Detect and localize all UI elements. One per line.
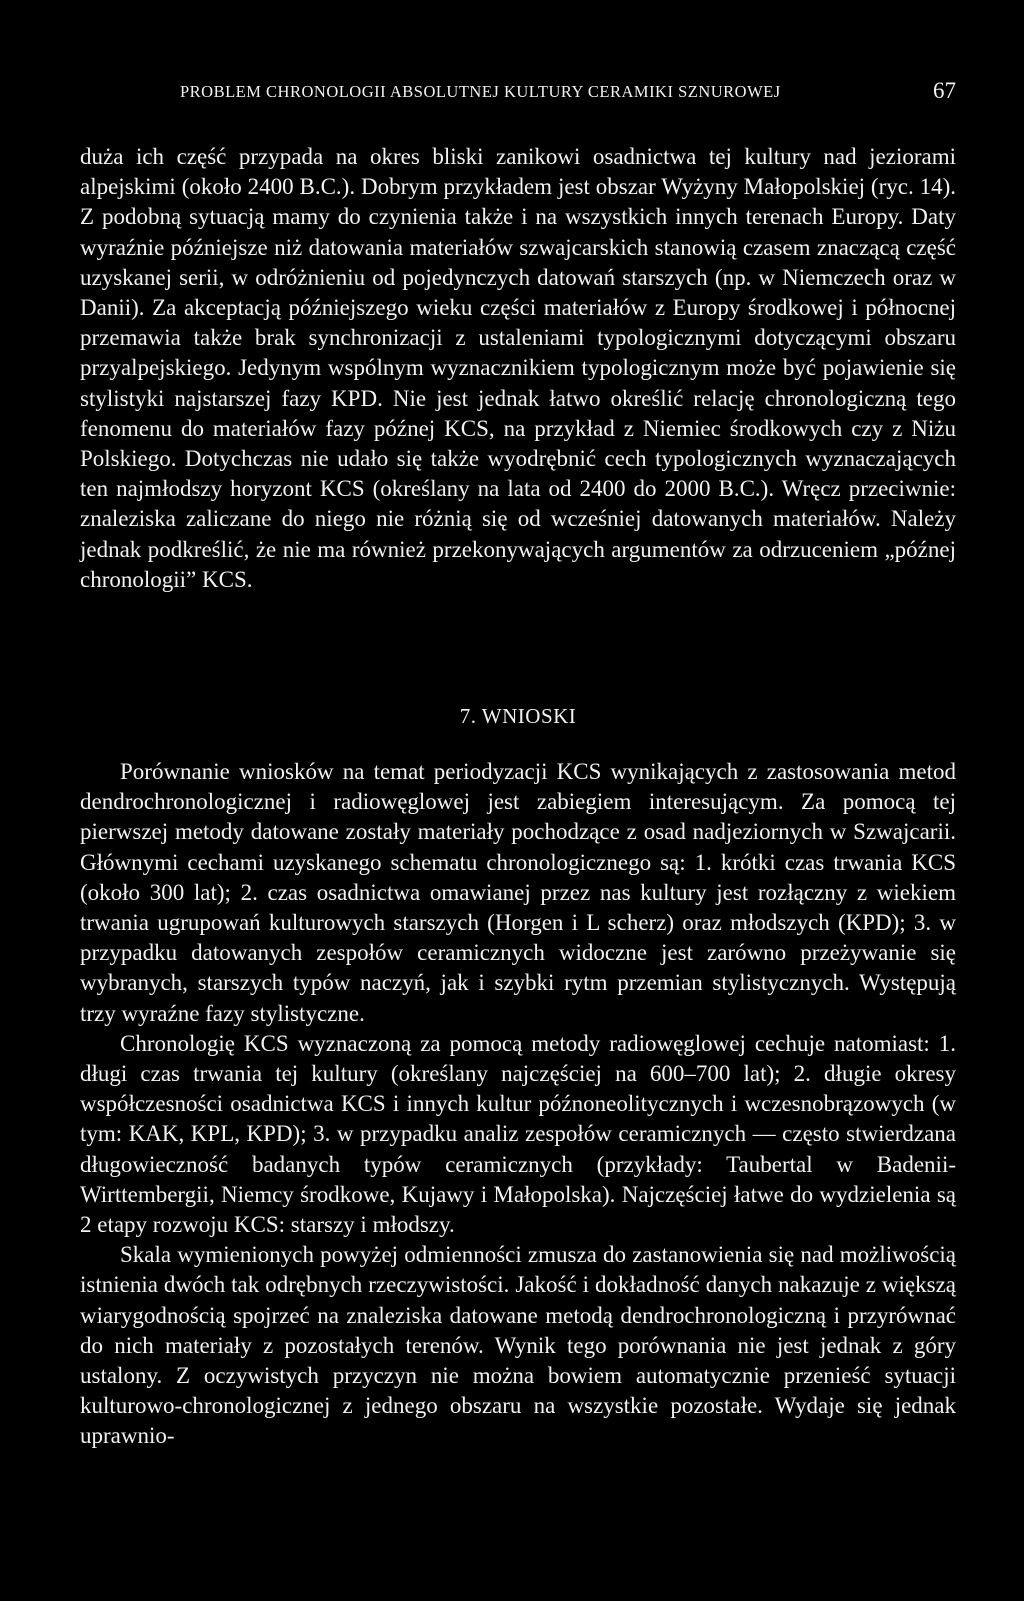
paragraph: duża ich część przypada na okres bliski zanikowi osadnictwa tej kultury nad jeziorami alpejskimi (około 2400 B.C.). Dobrym przykładem jest obszar Wyżyny Małopolskiej (ryc. 14). Z podobną sytuacją mamy do czynienia także i na wszystkich innych terenach Europy. Daty wyraźnie późniejsze niż datowania materiałów szwajcarskich stanowią czasem znaczącą część uzyskanej serii, w odróżnieniu od pojedynczych datowań starszych (np. w Niemczech oraz w Danii). Za akceptacją późniejszego wieku części materiałów z Europy środkowej i północnej przemawia także brak synchronizacji z ustaleniami typologicznymi dotyczącymi obszaru przyalpejskiego. Jedynym wspólnym wyznacznikiem typologicznym może być pojawienie się stylistyki najstarszej fazy KPD. Nie jest jednak łatwo określić relację chronologiczną tego fenomenu do materiałów fazy późnej KCS, na przykład z Niemiec środkowych czy z Niżu Polskiego. Dotychczas nie udało się także wyodrębnić cech typologicznych wyznaczających ten najmłodszy horyzont KCS (określany na lata od 2400 do 2000 B.C.). Wręcz przeciwnie: znaleziska zaliczane do niego nie różnią się od wcześniej datowanych materiałów. Należy jednak podkreślić, że nie ma również przekonywających argumentów za odrzuceniem „późnej chronologii” KCS.: [80, 144, 956, 592]
paragraph: Chronologię KCS wyznaczoną za pomocą metody radiowęglowej cechuje natomiast: 1. długi czas trwania tej kultury (określany najczęściej na 600–700 lat); 2. długie okresy współczesności osadnictwa KCS i innych kultur późnoneolitycznych i wczesnobrązowych (w tym: KAK, KPL, KPD); 3. w przypadku analiz zespołów ceramicznych — często stwierdzana długowieczność badanych typów ceramicznych (przykłady: Taubertal w Badenii-Wirttembergii, Niemcy środkowe, Kujawy i Małopolska). Najczęściej łatwe do wydzielenia są 2 etapy rozwoju KCS: starszy i młodszy.: [80, 1030, 956, 1238]
paragraph: Porównanie wniosków na temat periodyzacji KCS wynikających z zastosowania metod dendrochronologicznej i radiowęglowej jest zabiegiem interesującym. Za pomocą tej pierwszej metody datowane zostały materiały pochodzące z osad nadjeziornych w Szwajcarii. Głównymi cechami uzyskanego schematu chronologicznego są: 1. krótki czas trwania KCS (około 300 lat); 2. czas osadnictwa omawianej przez nas kultury jest rozłączny z wiekiem trwania ugrupowań kulturowych starszych (Horgen i L scherz) oraz młodszych (KPD); 3. w przypadku datowanych zespołów ceramicznych widoczne jest zarówno przeżywanie się wybranych, starszych typów naczyń, jak i szybki rytm przemian stylistycznych. Występują trzy wyraźne fazy stylistyczne.: [80, 759, 956, 1026]
page-number: 67: [933, 78, 956, 103]
book-page: [80, 0, 956, 1601]
body-text: [80, 142, 956, 595]
running-title: PROBLEM CHRONOLOGII ABSOLUTNEJ KULTURY CERAMIKI SZNUROWEJ: [180, 82, 781, 101]
paragraph: Skala wymienionych powyżej odmienności zmusza do zastanowienia się nad możliwością istnienia dwóch tak odrębnych rzeczywistości. Jakość i dokładność danych nakazuje z większą wiarygodnością spojrzeć na znaleziska datowane metodą dendrochronologiczną i przyrównać do nich materiały z pozostałych terenów. Wynik tego porównania nie jest jednak z góry ustalony. Z oczywistych przyczyn nie można bowiem automatycznie przenieść sytuacji kulturowo-chronologicznej z jednego obszaru na wszystkie pozostałe. Wydaje się jednak uprawnio-: [80, 1242, 956, 1449]
conclusions-text: [80, 757, 956, 1452]
section-heading: 7. WNIOSKI: [459, 704, 577, 728]
running-head: [180, 78, 956, 108]
